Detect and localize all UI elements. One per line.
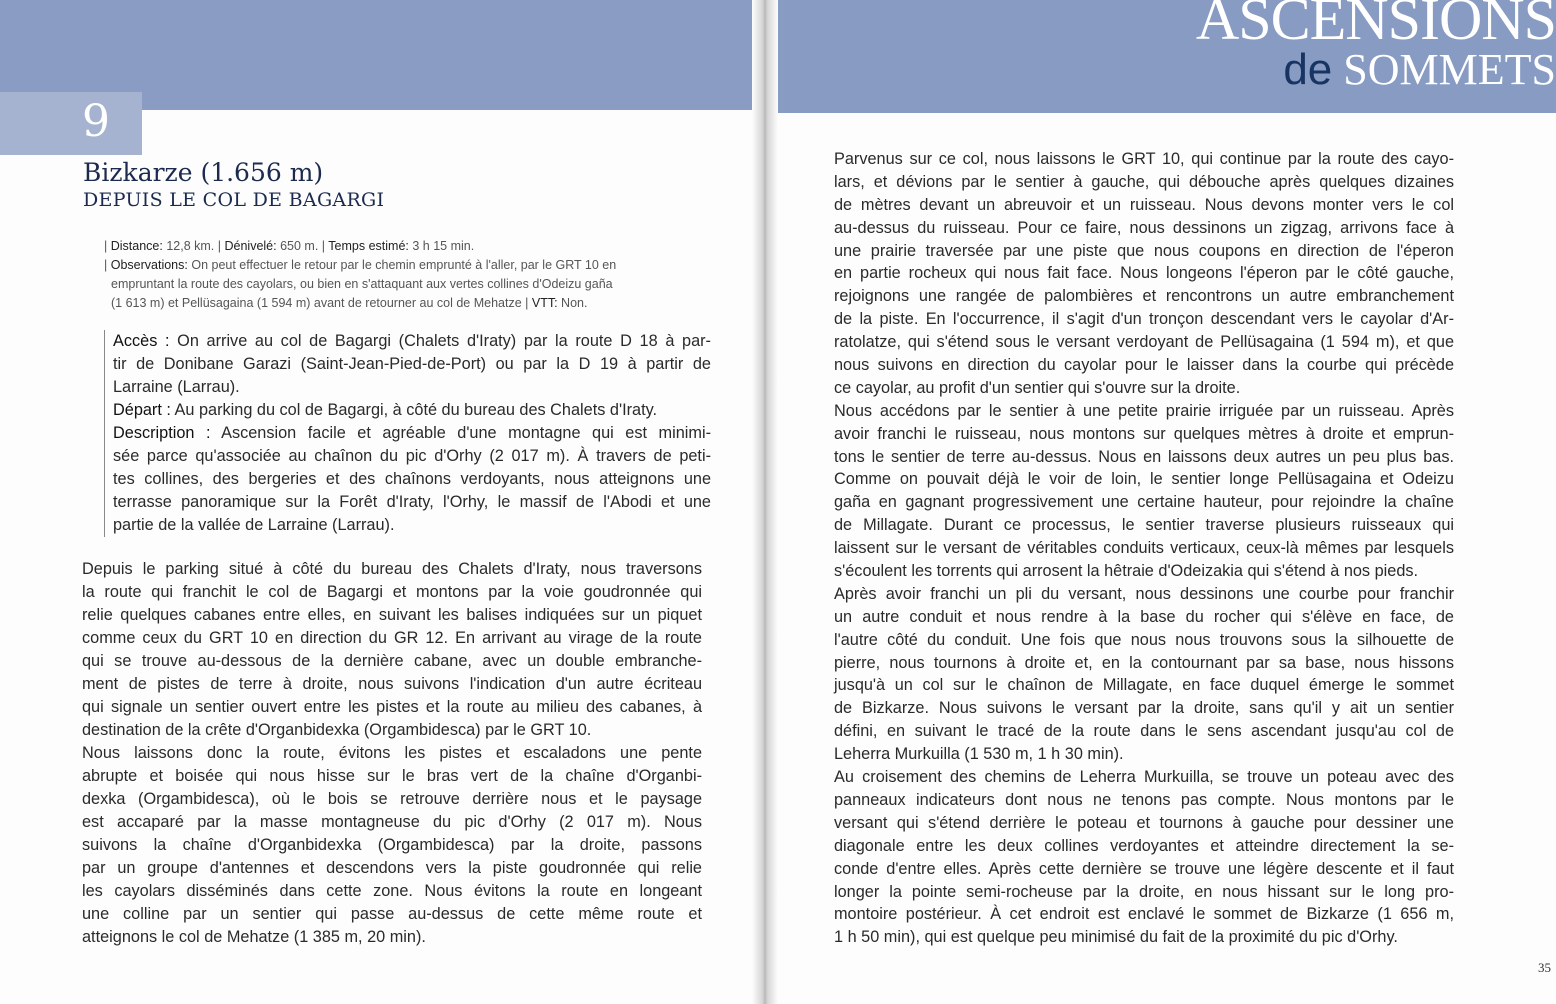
paragraph-line: au-dessus du ruisseau. Pour ce faire, nous dessinons un zigzag, arrivons face à [834, 218, 1454, 237]
elevation-label: Dénivelé: [224, 239, 277, 253]
paragraph-line: tons le sentier de terre au-dessus. Nous en laissons deux autres un peu plus bas. [834, 447, 1454, 466]
summary-line [113, 353, 711, 376]
route-info [104, 237, 704, 313]
paragraph-line: panneaux indicateurs dont nous ne tenons pas compte. Nous montons par le [834, 790, 1454, 809]
elevation-value: 650 m. [280, 239, 319, 253]
route-number: 9 [82, 96, 110, 147]
paragraph-line: Nous accédons par le sentier à une petite prairie irriguée par un ruisseau. Après [834, 401, 1454, 420]
observations-line: | Observations: On peut effectuer le retour par le chemin emprunté à l'aller, par le GRT 10 en [104, 258, 617, 272]
time-label: Temps estimé: [328, 239, 409, 253]
summary-line [113, 399, 711, 422]
section-title: ASCENSIONS [1195, 0, 1556, 52]
observations-label: Observations: [110, 258, 188, 272]
summary-text: On arrive au col de Bagargi (Chalets d'Iraty) par la route D 18 à par- [177, 332, 711, 350]
paragraph-line: Au croisement des chemins de Leherra Murkuilla, se trouve un poteau avec des [834, 768, 1454, 787]
info-stats: | Distance: 12,8 km. | Dénivelé: 650 m. | Temps estimé: 3 h 15 min. [104, 239, 475, 253]
paragraph-line: montoire postérieur. À cet endroit est enclavé le sommet de Bizkarze (1 656 m, [834, 905, 1454, 924]
right-column-text [834, 148, 1454, 949]
paragraph-line: est accaparé par la masse montagneuse du pic d'Orhy (2 017 m). Nous [82, 813, 702, 831]
paragraph-line: une colline par un sentier qui passe au-dessus de cette même route et [82, 905, 702, 923]
distance-label: Distance: [110, 239, 163, 253]
paragraph-line: Depuis le parking situé à côté du bureau des Chalets d'Iraty, nous traversons [82, 560, 702, 578]
paragraph-line: de mètres devant un abreuvoir et un ruisseau. Nous devons monter vers le col [834, 195, 1454, 214]
paragraph-line: suivons la chaîne d'Organbidexka (Orgambidesca) par la droite, passons [82, 836, 702, 854]
time-value: 3 h 15 min. [412, 239, 475, 253]
vtt-value: Non. [561, 296, 588, 310]
header-banner-right [770, 0, 1556, 113]
paragraph-line: comme ceux du GRT 10 en direction du GR 12. En arrivant au virage de la route [82, 629, 702, 647]
paragraph-line: ratolatze, qui s'étend sous le versant verdoyant de Pellüsagaina (1 594 m), et que [834, 333, 1454, 352]
paragraph-line: les cayolars disséminés dans cette zone. Nous évitons la route en longeant [82, 882, 702, 900]
summary-line [113, 468, 711, 491]
summary-text: partie de la vallée de Larraine (Larrau). [113, 516, 395, 534]
summary-line [113, 422, 711, 445]
summary-line [113, 445, 711, 468]
paragraph-line: nous suivons en direction du cayolar pour le laisser dans la courbe qui précède [834, 356, 1454, 375]
paragraph-line: 1 h 50 min), qui est quelque peu minimisé du fait de la proximité du pic d'Orhy. [834, 928, 1398, 947]
summary-line [113, 376, 711, 399]
paragraph-line: versant qui s'étend derrière le poteau et tournons à gauche pour dessiner une [834, 813, 1454, 832]
summary-label: Description : [113, 424, 222, 442]
paragraph-line: gaña en gagnant progressivement une certaine hauteur, pour rejoindre la chaîne [834, 493, 1454, 512]
paragraph-line: en partie rocheux qui nous fait face. Nous longeons l'éperon par le côté gauche, [834, 264, 1454, 283]
paragraph-line: s'écoulent les torrents qui arrosent la hêtraie d'Odeizakia qui s'étend à nos pieds. [834, 562, 1419, 581]
paragraph-line: diagonale entre les deux collines verdoyantes et atteindre directement la se- [834, 836, 1454, 855]
paragraph-line: Leherra Murkuilla (1 530 m, 1 h 30 min). [834, 745, 1124, 764]
paragraph-line: une prairie traversée par une piste que nous coupons en direction de l'éperon [834, 241, 1454, 260]
paragraph-line: lars, et dévions par le sentier à gauche, qui débouche après quelques dizaines [834, 172, 1454, 191]
paragraph-line: un autre conduit et nous rendre à la base du rocher qui s'élève en face, de [834, 607, 1454, 626]
paragraph-line: atteignons le col de Mehatze (1 385 m, 20 min). [82, 928, 426, 946]
summary-label: Accès : [113, 332, 178, 350]
summary-line [113, 514, 711, 537]
summary-text: tes collines, des bergeries et des chaînons verdoyants, nous atteignons une [113, 470, 711, 488]
paragraph-line: l'autre côté du conduit. Une fois que nous nous trouvons sous la silhouette de [834, 630, 1454, 649]
paragraph-line: destination de la crête d'Organbidexka (Orgambidesca) par le GRT 10. [82, 721, 592, 739]
paragraph-line: par un groupe d'antennes et descendons vers la piste goudronnée qui relie [82, 859, 702, 877]
vtt-label: VTT: [531, 296, 558, 310]
summary-text: Au parking du col de Bagargi, à côté du bureau des Chalets d'Iraty. [174, 401, 658, 419]
paragraph-line: jusqu'à un col sur le chaînon de Millagate, en face duquel émerge le sommet [834, 676, 1454, 695]
paragraph-line: avoir franchi le ruisseau, nous montons sur quelques mètres à droite et emprun- [834, 424, 1454, 443]
paragraph-line: ce cayolar, au profit d'un sentier qui s'ouvre sur la droite. [834, 378, 1241, 397]
observations-line: (1 613 m) et Pellüsagaina (1 594 m) avant de retourner au col de Mehatze | VTT: Non. [111, 296, 588, 310]
paragraph-line: ment de pistes de terre à droite, nous suivons l'indication d'un autre écriteau [82, 675, 702, 693]
summary-text: terrasse panoramique sur la Forêt d'Iraty, l'Orhy, le massif de l'Abodi et une [113, 493, 711, 511]
left-column-text [82, 558, 702, 949]
observations-text: (1 613 m) et Pellüsagaina (1 594 m) avant de retourner au col de Mehatze [111, 296, 522, 310]
paragraph-line: dexka (Orgambidesca), où le bois se retrouve derrière nous et le paysage [82, 790, 702, 808]
route-summary [104, 330, 711, 537]
paragraph-line: de la piste. En l'occurrence, il s'agit d'un tronçon descendant vers le cayolar d'Ar- [834, 310, 1454, 329]
paragraph-line: conde d'entre elles. Après cette dernière se trouve une légère descente et il faut [834, 859, 1454, 878]
paragraph-line: Nous laissons donc la route, évitons les pistes et escaladons une pente [82, 744, 702, 762]
summary-label: Départ : [113, 401, 175, 419]
paragraph-line: qui signale un sentier ouvert entre les pistes et la route au milieu des cabanes, à [82, 698, 702, 716]
paragraph-line: laissent sur le versant de véritables conduits verticaux, ceux-là mêmes par lesquels [834, 539, 1454, 558]
paragraph-line: relie quelques cabanes entre elles, en suivant les balises indiquées sur un piquet [82, 606, 702, 624]
observations-text: On peut effectuer le retour par le chemin emprunté à l'aller, par le GRT 10 en [191, 258, 617, 272]
paragraph-line: pierre, nous tournons à droite et, en la contournant par sa base, nous hissons [834, 653, 1454, 672]
paragraph-line: Comme on pouvait déjà le voir de loin, le sentier longe Pellüsagaina et Odeizu [834, 470, 1454, 489]
book-gutter [752, 0, 778, 1004]
paragraph-line: qui se trouve au-dessous de la dernière cabane, avec un double embranche- [82, 652, 702, 670]
paragraph-line: la route qui franchit le col de Bagargi et montons par la voie goudronnée qui [82, 583, 702, 601]
paragraph-line: Après avoir franchi un pli du versant, nous dessinons une courbe pour franchir [834, 584, 1454, 603]
section-subtitle [1283, 45, 1556, 94]
page-number: 35 [1538, 960, 1551, 975]
paragraph-line: de Bizkarze. Nous suivons le versant par la droite, sans qu'il y ait un sentier [834, 699, 1454, 718]
paragraph-line: défini, en suivant le tracé de la route dans le sens ascendant jusqu'au col de [834, 722, 1454, 741]
summary-text: Larraine (Larrau). [113, 378, 240, 396]
observations-line: empruntant la route des cayolars, ou bien en s'attaquant aux vertes collines d'Odeizu gaña [111, 277, 613, 291]
summary-line [113, 330, 711, 353]
summary-text: tir de Donibane Garazi (Saint-Jean-Pied-de-Port) ou par la D 19 à partir de [113, 355, 711, 373]
summary-line [113, 491, 711, 514]
route-title: Bizkarze (1.656 m) [83, 158, 324, 187]
paragraph-line: longer la pointe semi-rocheuse par la droite, en nous hissant sur le long pro- [834, 882, 1454, 901]
paragraph-line: rejoignons une rangée de palombières et rencontrons un autre embranchement [834, 287, 1454, 306]
summary-text: Ascension facile et agréable d'une montagne qui est minimi- [221, 424, 711, 442]
paragraph-line: de Millagate. Durant ce processus, le sentier traverse plusieurs ruisseaux qui [834, 516, 1454, 535]
paragraph-line: Parvenus sur ce col, nous laissons le GRT 10, qui continue par la route des cayo- [834, 150, 1454, 168]
distance-value: 12,8 km. [166, 239, 215, 253]
route-number-box [0, 92, 142, 155]
paragraph-line: abrupte et boisée qui nous hisse sur le bras vert de la chaîne d'Organbi- [82, 767, 702, 785]
route-subtitle: DEPUIS LE COL DE BAGARGI [83, 189, 385, 211]
section-subtitle-de: de [1283, 45, 1333, 94]
section-subtitle-rest: SOMMETS [1332, 45, 1556, 94]
summary-text: sée parce qu'associée au chaînon du pic d'Orhy (2 017 m). À travers de peti- [113, 447, 711, 465]
